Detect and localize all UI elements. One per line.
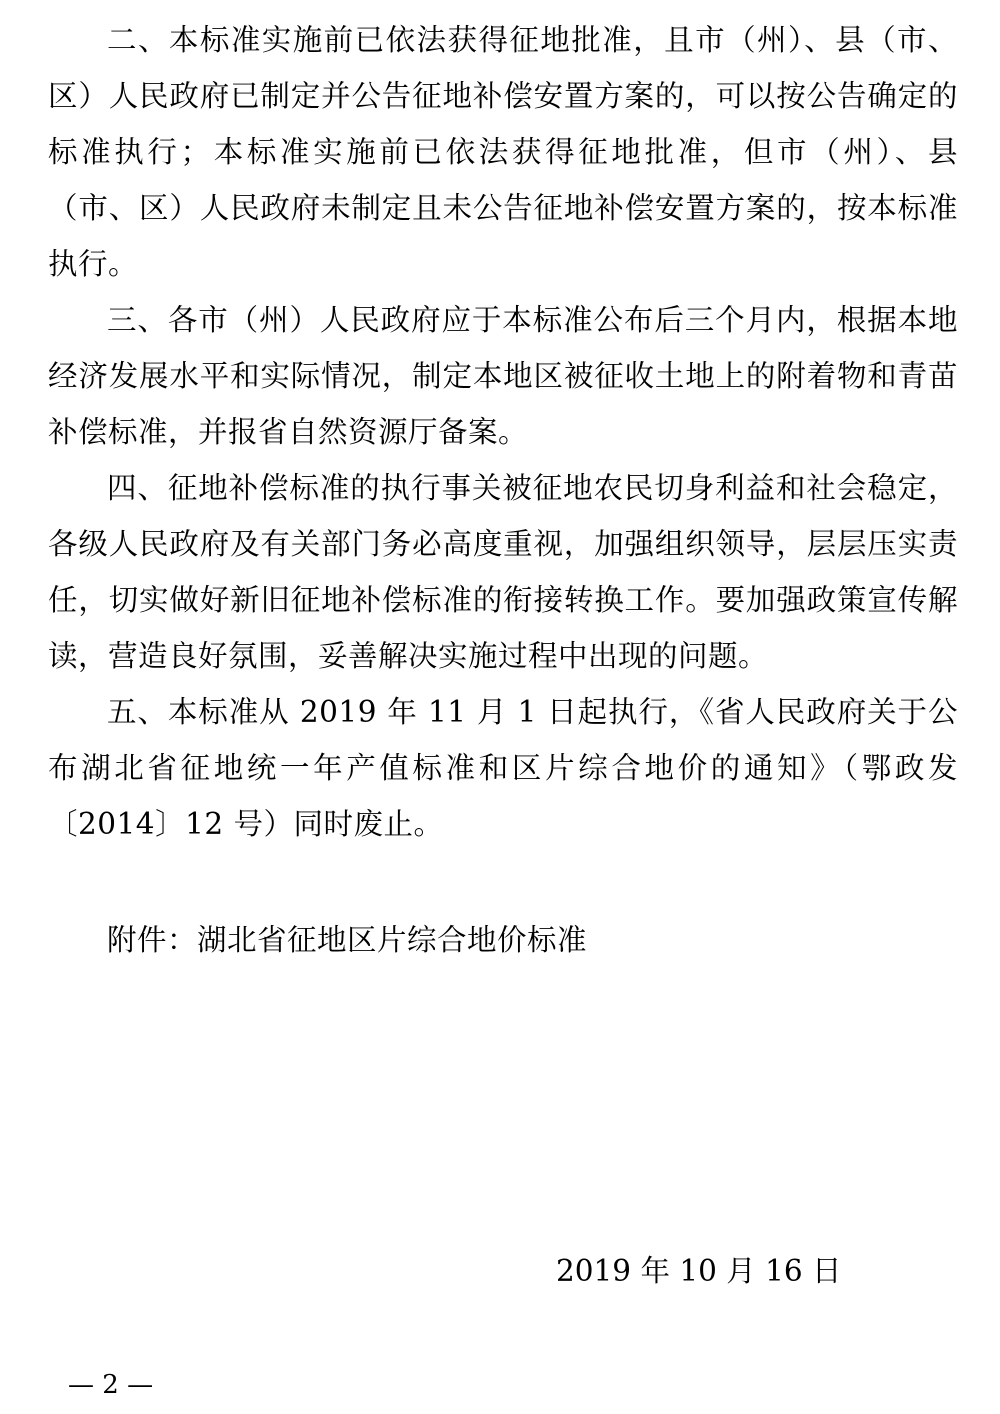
attachment-note: 附件：湖北省征地区片综合地价标准 [107, 923, 588, 957]
paragraph-item-5: 五、本标准从 2019 年 11 月 1 日起执行，《省人民政府关于公布湖北省征地统一年产值标准和区片综合地价的通知》（鄂政发〔2014〕12 号）同时废止。 [48, 695, 958, 841]
paragraph-item-3: 三、各市（州）人民政府应于本标准公布后三个月内，根据本地经济发展水平和实际情况，制定本地区被征收土地上的附着物和青苗补偿标准，并报省自然资源厅备案。 [48, 303, 958, 449]
paragraph-item-2: 二、本标准实施前已依法获得征地批准，且市（州）、县（市、区）人民政府已制定并公告征地补偿安置方案的，可以按公告确定的标准执行；本标准实施前已依法获得征地批准，但市（州）、县（市、区）人民政府未制定且未公告征地补偿安置方案的，按本标准执行。 [48, 23, 958, 281]
document-body [48, 12, 958, 852]
document-date: 2019 年 10 月 16 日 [556, 1254, 842, 1288]
paragraph-item-4: 四、征地补偿标准的执行事关被征地农民切身利益和社会稳定，各级人民政府及有关部门务必高度重视，加强组织领导，层层压实责任，切实做好新旧征地补偿标准的衔接转换工作。要加强政策宣传解读，营造良好氛围，妥善解决实施过程中出现的问题。 [48, 471, 958, 673]
page-number: — 2 — [68, 1370, 154, 1400]
